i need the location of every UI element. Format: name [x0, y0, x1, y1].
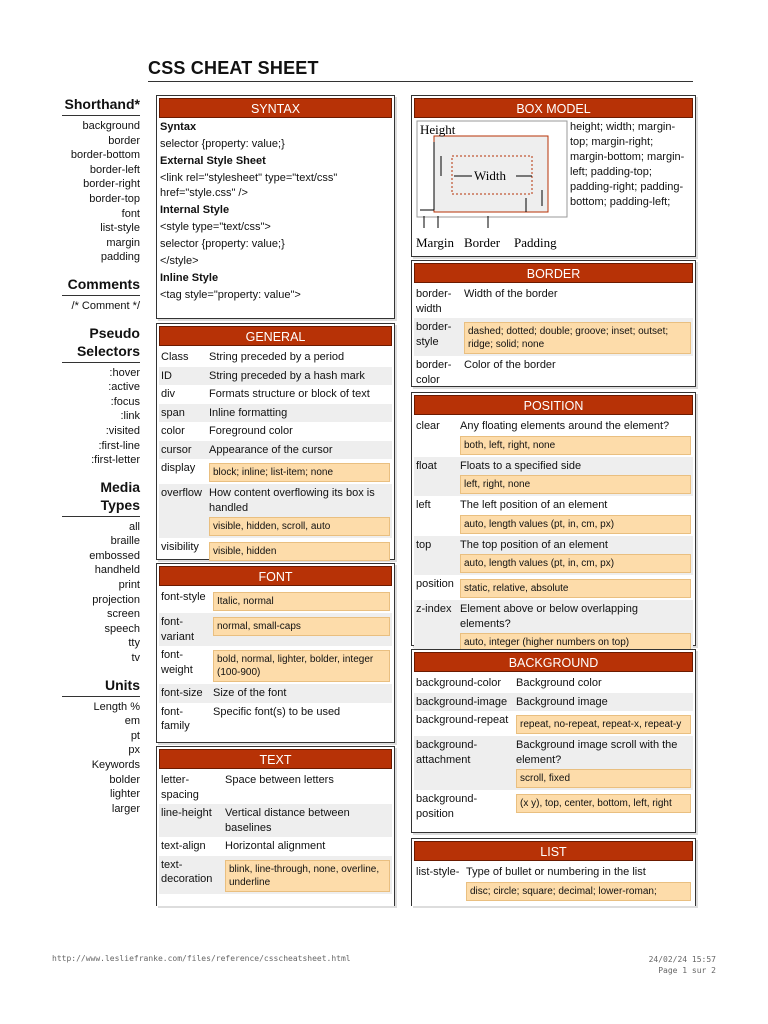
- property-description: Formats structure or block of text: [209, 388, 370, 400]
- table-row: [159, 385, 392, 404]
- pseudo-list: [62, 366, 140, 468]
- property-name: position: [416, 578, 454, 590]
- sidebar-item: embossed: [89, 549, 140, 562]
- property-name: Class: [161, 351, 189, 363]
- sidebar-item: border-left: [89, 163, 140, 176]
- table-row: [159, 856, 392, 894]
- property-name: border-style: [414, 318, 462, 356]
- table-row: [414, 711, 693, 736]
- property-cell: [211, 684, 392, 703]
- sidebar-item: border-right: [83, 178, 140, 191]
- property-name: cursor: [159, 441, 207, 460]
- property-cell: [207, 538, 392, 563]
- media-list: [62, 520, 140, 666]
- property-name: background-position: [416, 793, 478, 820]
- syntax-line: selector {property: value;}: [160, 138, 285, 150]
- border-table: [414, 285, 693, 389]
- list-box: [411, 838, 696, 906]
- position-table: [414, 417, 693, 654]
- property-values: left, right, none: [460, 475, 691, 494]
- width-label: Width: [474, 168, 506, 183]
- height-label: Height: [420, 122, 456, 137]
- syntax-line: <tag style="property: value">: [160, 289, 301, 301]
- units-heading: Units: [62, 676, 140, 697]
- table-row: [159, 684, 392, 703]
- sidebar-item: lighter: [110, 788, 140, 801]
- table-row: [414, 674, 693, 693]
- font-box: [156, 563, 395, 743]
- property-values: scroll, fixed: [516, 769, 691, 788]
- property-values: (x y), top, center, bottom, left, right: [516, 794, 691, 813]
- media-group: [62, 478, 140, 666]
- table-row: [414, 496, 693, 536]
- sidebar-item: font: [121, 207, 140, 220]
- table-row: [159, 703, 392, 736]
- property-values: auto, length values (pt, in, cm, px): [460, 515, 691, 534]
- syntax-heading: External Style Sheet: [160, 155, 266, 167]
- property-cell: [514, 790, 693, 823]
- property-cell: [223, 837, 392, 856]
- table-row: [414, 318, 693, 356]
- sidebar-item: handheld: [94, 564, 140, 577]
- property-name: top: [414, 536, 458, 576]
- list-table: [414, 863, 693, 903]
- general-header: GENERAL: [159, 326, 392, 346]
- sidebar-item: border-top: [89, 192, 140, 205]
- footer-meta: [600, 954, 716, 976]
- page-title: CSS CHEAT SHEET: [148, 58, 693, 82]
- background-table: [414, 674, 693, 823]
- font-table: [159, 588, 392, 736]
- sidebar-item: :active: [108, 381, 140, 394]
- pseudo-group: [62, 324, 140, 468]
- property-name: background-attachment: [414, 736, 514, 790]
- table-row: [159, 804, 392, 837]
- table-row: [159, 348, 392, 367]
- shorthand-heading: Shorthand*: [62, 95, 140, 116]
- property-cell: [458, 600, 693, 654]
- sidebar-item: padding: [100, 251, 140, 264]
- sidebar-item: background: [82, 120, 140, 132]
- position-header: POSITION: [414, 395, 693, 415]
- padding-label: Padding: [514, 235, 557, 250]
- property-cell: [207, 422, 392, 441]
- sidebar-item: px: [128, 744, 140, 757]
- footer-url: http://www.lesliefranke.com/files/reference/csscheatsheet.html: [52, 954, 351, 963]
- font-header: FONT: [159, 566, 392, 586]
- sidebar-item: tty: [128, 637, 140, 650]
- property-name: font-family: [161, 705, 190, 732]
- property-name: font-style: [161, 591, 206, 603]
- units-group: [62, 676, 140, 817]
- property-description: Horizontal alignment: [225, 840, 326, 852]
- property-cell: [207, 367, 392, 386]
- property-cell: [207, 348, 392, 367]
- property-description: Element above or below overlapping elements?: [460, 603, 638, 630]
- sidebar-item: :link: [120, 410, 140, 423]
- property-cell: [223, 856, 392, 894]
- property-description: Vertical distance between baselines: [225, 807, 350, 834]
- property-description: Size of the font: [213, 687, 287, 699]
- property-name: text-decoration: [159, 856, 223, 894]
- sidebar-item: list-style: [100, 222, 140, 235]
- property-description: How content overflowing its box is handled: [209, 487, 375, 514]
- property-cell: [207, 441, 392, 460]
- list-header: LIST: [414, 841, 693, 861]
- table-row: [159, 422, 392, 441]
- border-header: BORDER: [414, 263, 693, 283]
- sidebar-item: tv: [131, 652, 140, 665]
- property-cell: [223, 771, 392, 804]
- sidebar-item: border: [108, 134, 140, 147]
- property-values: disc; circle; square; decimal; lower-roman;: [466, 882, 691, 901]
- property-description: Specific font(s) to be used: [213, 705, 341, 718]
- property-description: The top position of an element: [460, 538, 608, 551]
- property-cell: [207, 459, 392, 484]
- property-values: blink, line-through, none, overline, underline: [225, 860, 390, 892]
- property-name: font-variant: [159, 613, 211, 646]
- table-row: [414, 600, 693, 654]
- property-name: background-repeat: [416, 714, 509, 726]
- property-name: span: [159, 404, 207, 423]
- table-row: [414, 285, 693, 318]
- table-row: [414, 575, 693, 600]
- box-model-diagram: [416, 120, 571, 252]
- syntax-heading: Internal Style: [160, 204, 230, 216]
- property-cell: [462, 318, 693, 356]
- text-box: [156, 746, 395, 906]
- sidebar-item: :first-line: [98, 439, 140, 452]
- property-name: display: [161, 462, 196, 474]
- property-description: String preceded by a period: [209, 351, 345, 363]
- comments-group: [62, 275, 140, 314]
- table-row: [414, 790, 693, 823]
- property-name: text-align: [161, 840, 206, 852]
- sidebar-item: margin: [106, 236, 140, 249]
- property-description: Background color: [516, 677, 602, 689]
- text-header: TEXT: [159, 749, 392, 769]
- table-row: [159, 441, 392, 460]
- sidebar-item: all: [128, 520, 140, 533]
- footer-page: Page 1 sur 2: [658, 966, 716, 975]
- sidebar-item: :focus: [110, 395, 140, 408]
- property-cell: [462, 285, 693, 318]
- sidebar: [62, 95, 140, 826]
- property-values: visible, hidden, scroll, auto: [209, 517, 390, 536]
- sidebar-item: print: [118, 579, 140, 592]
- property-cell: [207, 385, 392, 404]
- property-description: Color of the border: [464, 359, 556, 371]
- table-row: [414, 863, 693, 903]
- property-name: letter-spacing: [161, 774, 199, 801]
- property-name: list-style-: [416, 866, 460, 878]
- text-table: [159, 771, 392, 894]
- table-row: [414, 457, 693, 497]
- property-cell: [211, 588, 392, 613]
- property-cell: [211, 703, 392, 736]
- border-box: [411, 260, 696, 387]
- comments-list: [62, 299, 140, 314]
- sidebar-item: :first-letter: [91, 454, 140, 467]
- property-description: Inline formatting: [209, 406, 288, 419]
- background-box: [411, 649, 696, 833]
- property-values: dashed; dotted; double; groove; inset; outset; ridge; solid; none: [464, 322, 691, 354]
- property-description: Appearance of the cursor: [209, 443, 333, 456]
- sidebar-item: larger: [111, 802, 140, 815]
- property-cell: [207, 484, 392, 538]
- media-heading: Media Types: [62, 478, 140, 517]
- property-name: font-size: [159, 684, 211, 703]
- syntax-line: <style type="text/css">: [160, 221, 271, 233]
- property-values: Italic, normal: [213, 592, 390, 611]
- property-cell: [458, 417, 693, 457]
- boxmodel-header: BOX MODEL: [414, 98, 693, 118]
- property-name: div: [161, 388, 176, 400]
- property-values: visible, hidden: [209, 542, 390, 561]
- boxmodel-box: [411, 95, 696, 257]
- property-cell: [464, 863, 693, 903]
- property-name: border-width: [416, 288, 452, 315]
- footer-date: 24/02/24 15:57: [648, 955, 716, 964]
- property-name: color: [161, 425, 185, 437]
- property-description: Any floating elements around the element?: [460, 420, 670, 432]
- sidebar-item: Length %: [93, 700, 140, 713]
- sidebar-item: speech: [104, 622, 140, 635]
- sidebar-item: :hover: [109, 366, 140, 379]
- property-description: String preceded by a hash mark: [209, 369, 365, 382]
- sidebar-item: bolder: [109, 773, 140, 786]
- syntax-heading: Syntax: [160, 121, 197, 133]
- property-cell: [458, 457, 693, 497]
- table-row: [159, 837, 392, 856]
- property-values: normal, small-caps: [213, 617, 390, 636]
- table-row: [159, 484, 392, 538]
- property-description: Width of the border: [464, 288, 558, 300]
- table-row: [159, 646, 392, 684]
- property-name: line-height: [159, 804, 223, 837]
- syntax-heading: Inline Style: [160, 272, 219, 284]
- position-box: [411, 392, 696, 646]
- property-name: visibility: [161, 541, 199, 553]
- sidebar-item: pt: [130, 729, 140, 742]
- property-description: Foreground color: [209, 425, 293, 437]
- sidebar-item: :visited: [105, 424, 140, 437]
- table-row: [159, 538, 392, 563]
- comments-heading: Comments: [62, 275, 140, 296]
- sidebar-item: projection: [92, 593, 140, 606]
- general-box: [156, 323, 395, 560]
- syntax-line: </style>: [160, 255, 199, 267]
- table-row: [414, 736, 693, 790]
- sidebar-item: border-bottom: [70, 149, 140, 162]
- sidebar-item: braille: [110, 535, 140, 548]
- property-description: Background image scroll with the element?: [516, 739, 678, 766]
- syntax-line: <link rel="stylesheet" type="text/css" href="style.css" />: [160, 172, 338, 199]
- property-description: Space between letters: [225, 774, 334, 786]
- property-cell: [223, 804, 392, 837]
- property-name: z-index: [414, 600, 458, 654]
- property-cell: [462, 356, 693, 389]
- table-row: [414, 417, 693, 457]
- table-row: [159, 771, 392, 804]
- table-row: [414, 356, 693, 389]
- property-name: border-color: [416, 359, 452, 386]
- shorthand-list: [62, 119, 140, 265]
- box-model-description: height; width; margin-top; margin-right; margin-bottom; margin-left; padding-top; padding-right; padding-bottom; padding-left;: [570, 121, 685, 208]
- units-list: [62, 700, 140, 817]
- property-values: block; inline; list-item; none: [209, 463, 390, 482]
- property-values: repeat, no-repeat, repeat-x, repeat-y: [516, 715, 691, 734]
- shorthand-group: [62, 95, 140, 265]
- general-table: [159, 348, 392, 563]
- property-name: background-color: [416, 677, 501, 689]
- property-cell: [211, 646, 392, 684]
- property-cell: [514, 711, 693, 736]
- property-name: overflow: [159, 484, 207, 538]
- property-description: Background image: [516, 695, 608, 708]
- pseudo-heading: Pseudo Selectors: [62, 324, 140, 363]
- property-name: float: [414, 457, 458, 497]
- table-row: [159, 404, 392, 423]
- property-values: both, left, right, none: [460, 436, 691, 455]
- border-label: Border: [464, 235, 501, 250]
- syntax-box: [156, 95, 395, 319]
- property-name: clear: [416, 420, 440, 432]
- table-row: [414, 693, 693, 712]
- table-row: [414, 536, 693, 576]
- property-values: static, relative, absolute: [460, 579, 691, 598]
- property-cell: [514, 674, 693, 693]
- property-cell: [514, 693, 693, 712]
- property-name: font-weight: [161, 649, 193, 676]
- property-cell: [514, 736, 693, 790]
- property-cell: [211, 613, 392, 646]
- property-name: background-image: [414, 693, 514, 712]
- property-description: Type of bullet or numbering in the list: [466, 866, 646, 878]
- table-row: [159, 367, 392, 386]
- property-values: bold, normal, lighter, bolder, integer (100-900): [213, 650, 390, 682]
- property-description: The left position of an element: [460, 499, 608, 511]
- table-row: [159, 588, 392, 613]
- syntax-body: [159, 120, 392, 303]
- property-values: auto, length values (pt, in, cm, px): [460, 554, 691, 573]
- sidebar-item: /* Comment */: [71, 299, 140, 312]
- syntax-line: selector {property: value;}: [160, 238, 285, 250]
- background-header: BACKGROUND: [414, 652, 693, 672]
- table-row: [159, 459, 392, 484]
- property-cell: [458, 496, 693, 536]
- property-cell: [207, 404, 392, 423]
- property-name: left: [416, 499, 431, 511]
- property-values: auto, integer (higher numbers on top): [460, 633, 691, 652]
- table-row: [159, 613, 392, 646]
- property-name: ID: [159, 367, 207, 386]
- syntax-header: SYNTAX: [159, 98, 392, 118]
- property-description: Floats to a specified side: [460, 459, 582, 472]
- property-cell: [458, 536, 693, 576]
- property-cell: [458, 575, 693, 600]
- margin-label: Margin: [416, 235, 455, 250]
- sidebar-item: screen: [106, 608, 140, 621]
- sidebar-item: Keywords: [91, 759, 140, 771]
- sidebar-item: em: [124, 715, 140, 728]
